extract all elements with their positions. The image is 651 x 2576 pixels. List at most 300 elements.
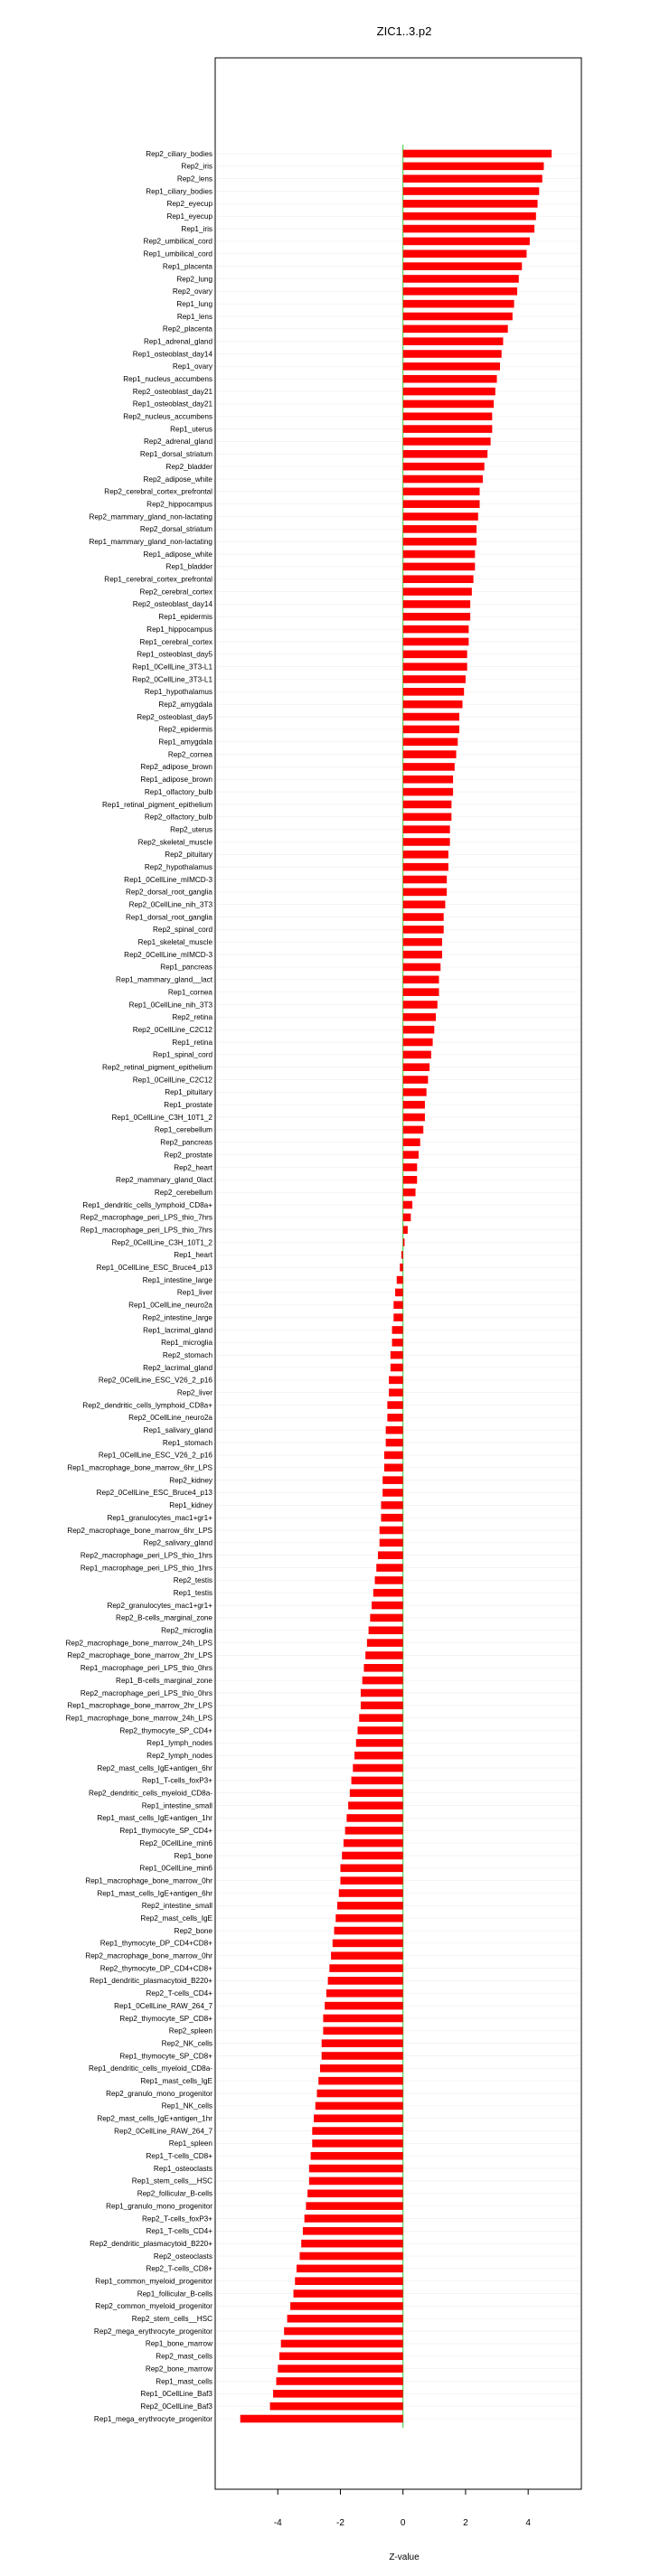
bar: [403, 613, 470, 621]
category-label: Rep2_macrophage_peri_LPS_thio_0hrs: [80, 1688, 212, 1697]
bar: [403, 600, 470, 608]
bar: [335, 1914, 402, 1923]
bar: [393, 1301, 402, 1309]
bar: [365, 1651, 403, 1659]
category-label: Rep2_mammary_gland_0lact: [116, 1176, 212, 1185]
category-label: Rep1_0CellLine_RAW_264_7: [114, 2001, 212, 2010]
category-label: Rep1_mast_cells_IgE: [140, 2076, 212, 2085]
category-label: Rep1_prostate: [164, 1101, 212, 1110]
bar: [403, 913, 444, 921]
bar: [329, 1964, 402, 1972]
category-label: Rep1_umbilical_cord: [143, 249, 212, 259]
bar: [382, 1476, 403, 1484]
category-label: Rep1_0CellLine_C3H_10T1_2: [111, 1113, 212, 1122]
category-label: Rep1_T-cells_foxP3+: [141, 1776, 212, 1785]
bar: [387, 1401, 402, 1409]
category-label: Rep2_liver: [176, 1388, 212, 1397]
bar: [403, 663, 467, 671]
category-label: Rep1_intestine_small: [141, 1801, 212, 1810]
bar: [369, 1626, 403, 1634]
bar: [309, 2177, 403, 2186]
category-label: Rep2_hypothalamus: [144, 862, 212, 871]
bar: [346, 1814, 402, 1822]
category-label: Rep2_adipose_brown: [140, 763, 212, 772]
category-label: Rep1_adrenal_gland: [143, 337, 212, 346]
category-label: Rep1_dendritic_plasmacytoid_B220+: [90, 1977, 212, 1986]
category-label: Rep1_cerebellum: [154, 1125, 212, 1134]
category-label: Rep1_T-cells_CD4+: [146, 2227, 212, 2236]
category-label: Rep2_ovary: [172, 287, 212, 296]
category-label: Rep1_mammary_gland__lact: [116, 975, 212, 984]
x-axis-label: Z-value: [389, 2552, 420, 2562]
bar: [311, 2152, 403, 2160]
category-label: Rep1_ovary: [172, 362, 212, 371]
category-label: Rep1_0CellLine_mIMCD-3: [124, 875, 212, 884]
bar: [389, 1377, 403, 1385]
bar: [403, 375, 497, 383]
category-label: Rep1_0CellLine_C2C12: [132, 1076, 212, 1085]
bar: [386, 1426, 403, 1434]
bar: [325, 2002, 403, 2010]
category-label: Rep1_0CellLine_Baf3: [140, 2390, 212, 2399]
category-label: Rep2_NK_cells: [161, 2039, 212, 2048]
bar: [403, 563, 476, 571]
bar: [307, 2189, 403, 2197]
category-label: Rep1_macrophage_bone_marrow_2hr_LPS: [67, 1701, 212, 1710]
bar: [277, 2377, 403, 2385]
category-label: Rep2_mast_cells_IgE+antigen_6hr: [97, 1763, 212, 1772]
bar: [403, 588, 472, 596]
bar: [403, 763, 455, 771]
bar: [322, 2039, 403, 2047]
bar: [340, 1865, 402, 1873]
category-label: Rep1_thymocyte_SP_CD8+: [119, 2052, 212, 2061]
bar: [339, 1889, 403, 1897]
category-label: Rep1_hypothalamus: [144, 688, 212, 697]
bar: [403, 688, 465, 696]
category-label: Rep1_osteoblast_day21: [132, 400, 212, 409]
category-label: Rep1_eyecup: [166, 212, 212, 221]
category-label: Rep2_umbilical_cord: [143, 237, 212, 246]
bar: [403, 450, 487, 458]
category-label: Rep2_0CellLine_ESC_Bruce4_p13: [96, 1489, 212, 1498]
category-label: Rep2_mega_erythrocyte_progenitor: [93, 2327, 212, 2336]
category-label: Rep2_dendritic_cells_lymphoid_CD8a+: [82, 1401, 212, 1410]
bar: [381, 1514, 402, 1522]
bar: [337, 1902, 403, 1910]
bar: [290, 2302, 403, 2310]
category-label: Rep2_lens: [176, 174, 212, 183]
bar: [320, 2064, 403, 2073]
category-label: Rep1_common_myeloid_progenitor: [95, 2277, 212, 2286]
bar: [352, 1777, 403, 1785]
bar: [340, 1876, 402, 1885]
bar: [403, 275, 519, 283]
category-label: Rep2_placenta: [162, 324, 212, 334]
category-label: Rep2_iris: [181, 162, 212, 171]
category-label: Rep1_cerebral_cortex_prefrontal: [104, 575, 212, 584]
bar: [389, 1388, 403, 1396]
category-label: Rep2_macrophage_bone_marrow_0hr: [85, 1951, 212, 1960]
category-label: Rep2_pancreas: [160, 1138, 212, 1147]
x-tick-label: 2: [463, 2518, 468, 2528]
category-label: Rep1_lung: [176, 299, 212, 308]
x-axis: [274, 2489, 532, 2528]
category-label: Rep1_iris: [181, 224, 212, 233]
bar: [403, 412, 493, 420]
bar: [345, 1827, 403, 1835]
category-label: Rep1_placenta: [162, 262, 212, 271]
category-label: Rep2_amygdala: [158, 700, 212, 709]
category-label: Rep1_epidermis: [158, 613, 212, 622]
bar: [403, 1063, 429, 1071]
bar: [403, 488, 480, 496]
bar: [403, 1151, 419, 1159]
bar: [297, 2265, 403, 2273]
category-label: Rep1_salivary_gland: [143, 1426, 212, 1435]
bar: [403, 1076, 429, 1084]
category-label: Rep2_cerebral_cortex_prefrontal: [104, 487, 212, 496]
category-label: Rep1_pancreas: [160, 963, 212, 972]
bar: [403, 926, 444, 934]
bar: [403, 538, 476, 546]
category-label: Rep2_lacrimal_gland: [143, 1363, 212, 1372]
bar: [381, 1501, 402, 1509]
bar: [403, 788, 453, 796]
bar: [312, 2139, 402, 2148]
bar: [391, 1364, 403, 1372]
bar: [353, 1764, 402, 1772]
category-label: Rep1_T-cells_CD8+: [146, 2152, 212, 2161]
bar: [403, 174, 542, 183]
bar: [317, 2090, 403, 2098]
bar: [403, 1114, 425, 1122]
category-label: Rep1_amygdala: [158, 738, 212, 747]
bar: [384, 1463, 403, 1471]
bar: [403, 838, 450, 846]
category-label: Rep1_lacrimal_gland: [143, 1326, 212, 1335]
category-label: Rep1_adipose_brown: [140, 776, 212, 785]
category-label: Rep2_retina: [172, 1013, 212, 1022]
bar: [288, 2315, 403, 2323]
bar: [403, 463, 485, 471]
bar: [403, 975, 439, 983]
bar: [403, 238, 530, 246]
category-label: Rep2_0CellLine_mIMCD-3: [124, 950, 212, 959]
bar: [392, 1326, 403, 1334]
category-label: Rep2_uterus: [170, 825, 212, 834]
bar: [403, 651, 467, 659]
bar: [303, 2227, 403, 2235]
category-label: Rep1_adipose_white: [143, 550, 212, 559]
bar: [284, 2327, 403, 2336]
category-label: Rep1_0CellLine_ESC_Bruce4_p13: [96, 1264, 212, 1273]
bar: [350, 1789, 403, 1797]
category-label: Rep1_retina: [172, 1038, 212, 1047]
bar: [403, 150, 552, 158]
category-label: Rep1_dendritic_cells_myeloid_CD8a-: [89, 2064, 212, 2073]
bar: [403, 1163, 418, 1171]
bar: [403, 1238, 405, 1246]
category-label: Rep1_NK_cells: [161, 2101, 212, 2111]
category-label: Rep1_follicular_B-cells: [137, 2289, 212, 2299]
category-label: Rep2_bone: [174, 1926, 212, 1935]
category-label: Rep1_mast_cells_IgE+antigen_6hr: [97, 1889, 212, 1898]
bar: [326, 1989, 403, 1998]
category-label: Rep2_dendritic_plasmacytoid_B220+: [90, 2239, 212, 2248]
bar: [301, 2240, 403, 2248]
x-tick-label: -4: [273, 2518, 282, 2528]
bar: [387, 1414, 402, 1422]
bar: [241, 2415, 403, 2423]
bar: [403, 713, 459, 721]
bar: [403, 225, 534, 233]
bar: [403, 1201, 412, 1209]
bar: [403, 951, 442, 959]
category-label: Rep1_bladder: [165, 562, 212, 571]
category-label: Rep1_macrophage_peri_LPS_thio_7hrs: [80, 1226, 212, 1235]
category-label: Rep1_macrophage_bone_marrow_24h_LPS: [65, 1714, 212, 1723]
category-label: Rep2_mast_cells_IgE+antigen_1hr: [97, 2114, 212, 2123]
category-label: Rep2_0CellLine_neuro2a: [128, 1414, 212, 1423]
category-label: Rep2_macrophage_peri_LPS_thio_1hrs: [80, 1551, 212, 1560]
bar: [363, 1664, 402, 1672]
bar: [403, 512, 478, 521]
bar: [403, 1088, 427, 1096]
bar: [328, 1977, 403, 1985]
category-label: Rep1_cerebral_cortex: [139, 637, 212, 646]
bar: [354, 1752, 403, 1760]
category-label: Rep1_pituitary: [165, 1088, 212, 1097]
bar: [318, 2077, 402, 2085]
bar: [403, 1126, 424, 1134]
bar: [316, 2102, 403, 2111]
category-label: Rep1_mast_cells_IgE+antigen_1hr: [97, 1814, 212, 1823]
bar: [363, 1677, 403, 1685]
category-label: Rep2_dorsal_root_ganglia: [125, 888, 212, 897]
bar: [403, 738, 458, 746]
category-label: Rep1_mast_cells: [156, 2377, 212, 2386]
bar: [342, 1852, 403, 1860]
bar: [392, 1339, 403, 1347]
category-label: Rep1_intestine_large: [142, 1275, 212, 1284]
bar: [281, 2340, 403, 2348]
category-label: Rep1_macrophage_bone_marrow_0hr: [85, 1876, 212, 1885]
bar: [403, 938, 442, 946]
category-label: Rep2_macrophage_peri_LPS_thio_7hrs: [80, 1213, 212, 1222]
category-label: Rep2_granulo_mono_progenitor: [106, 2089, 212, 2098]
category-label: Rep2_cerebellum: [154, 1188, 212, 1197]
category-label: Rep2_mammary_gland_non-lactating: [89, 512, 212, 522]
category-label: Rep2_mast_cells: [156, 2352, 212, 2361]
x-tick-label: -2: [336, 2518, 344, 2528]
bar: [306, 2202, 402, 2210]
category-label: Rep1_macrophage_peri_LPS_thio_1hrs: [80, 1564, 212, 1573]
category-label: Rep1_olfactory_bulb: [144, 787, 212, 796]
category-label: Rep2_intestine_small: [141, 1902, 212, 1911]
bar: [323, 2027, 402, 2035]
category-label: Rep1_lens: [176, 312, 212, 321]
category-label: Rep2_0CellLine_C2C12: [132, 1025, 212, 1034]
bar: [403, 888, 447, 897]
category-label: Rep2_eyecup: [166, 200, 212, 209]
bar-layer: [241, 145, 552, 2428]
bar: [403, 575, 474, 583]
bar: [370, 1614, 402, 1622]
bar: [403, 675, 466, 683]
bar: [403, 475, 483, 484]
category-label: Rep1_uterus: [170, 425, 212, 434]
bar: [314, 2114, 403, 2122]
bar: [403, 1214, 411, 1222]
category-label: Rep2_testis: [173, 1576, 212, 1585]
category-label: Rep1_spleen: [168, 2139, 212, 2148]
category-label: Rep1_nucleus_accumbens: [123, 375, 212, 384]
category-label: Rep2_microglia: [161, 1626, 212, 1635]
category-label: Rep1_thymocyte_DP_CD4+CD8+: [99, 1939, 212, 1948]
category-label: Rep2_ciliary_bodies: [146, 149, 212, 158]
bar: [403, 500, 480, 508]
category-label: Rep1_macrophage_peri_LPS_thio_0hrs: [80, 1664, 212, 1673]
bar: [312, 2127, 402, 2135]
bar: [323, 2015, 402, 2023]
bar: [403, 212, 536, 221]
category-label: Rep2_B-cells_marginal_zone: [116, 1613, 212, 1622]
category-label: Rep1_kidney: [169, 1501, 212, 1510]
bar: [403, 437, 491, 446]
category-label: Rep2_pituitary: [165, 851, 212, 860]
category-label: Rep2_macrophage_bone_marrow_24h_LPS: [65, 1639, 212, 1648]
category-label: Rep2_spleen: [168, 2026, 212, 2035]
category-label: Rep1_mega_erythrocyte_progenitor: [93, 2414, 212, 2423]
bar: [403, 187, 540, 195]
category-label: Rep2_thymocyte_DP_CD4+CD8+: [99, 1964, 212, 1973]
bar: [403, 1051, 431, 1059]
bar: [279, 2352, 403, 2360]
category-label: Rep2_cerebral_cortex: [139, 588, 212, 597]
bar: [309, 2165, 403, 2173]
category-label: Rep1_macrophage_bone_marrow_6hr_LPS: [67, 1463, 212, 1472]
bar: [331, 1951, 403, 1960]
category-label: Rep1_liver: [176, 1288, 212, 1297]
category-label: Rep1_microglia: [161, 1339, 212, 1348]
category-label: Rep2_retinal_pigment_epithelium: [102, 1063, 212, 1072]
category-label: Rep2_kidney: [169, 1476, 212, 1485]
category-label: Rep1_hippocampus: [146, 625, 212, 634]
bar: [400, 1264, 402, 1272]
bar: [356, 1739, 403, 1747]
bar: [403, 900, 446, 908]
category-label: Rep2_thymocyte_SP_CD4+: [119, 1726, 212, 1735]
category-label: Rep1_stomach: [162, 1438, 212, 1447]
bar: [270, 2402, 403, 2411]
bar: [403, 1138, 420, 1146]
bar: [397, 1276, 403, 1284]
bar: [403, 1176, 418, 1184]
bar: [403, 1101, 425, 1109]
bar: [403, 1013, 436, 1021]
bar: [403, 988, 439, 996]
category-label: Rep1_B-cells_marginal_zone: [116, 1676, 212, 1685]
category-label: Rep2_0CellLine_3T3-L1: [132, 675, 212, 684]
category-label: Rep1_osteoblast_day14: [132, 350, 212, 359]
category-label: Rep2_osteoclasts: [153, 2252, 212, 2261]
bar: [403, 801, 452, 809]
bar: [278, 2364, 402, 2373]
x-tick-label: 4: [525, 2518, 531, 2528]
bar: [391, 1351, 403, 1359]
category-label: Rep1_granulocytes_mac1+gr1+: [107, 1513, 212, 1522]
bar: [322, 2052, 403, 2060]
category-label: Rep2_macrophage_bone_marrow_2hr_LPS: [67, 1651, 212, 1660]
bar: [361, 1689, 403, 1697]
bar: [403, 313, 513, 321]
category-label: Rep1_dorsal_root_ganglia: [125, 913, 212, 922]
plot-frame: [215, 58, 581, 2489]
bar: [403, 700, 463, 709]
bar: [403, 825, 450, 833]
category-label: Rep2_dorsal_striatum: [139, 525, 212, 534]
category-label: Rep2_mast_cells_IgE: [140, 1913, 212, 1923]
category-label: Rep2_salivary_gland: [143, 1538, 212, 1547]
category-label: Rep2_granulocytes_mac1+gr1+: [107, 1601, 212, 1610]
bar: [403, 1039, 433, 1047]
bar: [403, 362, 500, 371]
bar: [395, 1289, 403, 1297]
category-label: Rep2_T-cells_CD4+: [146, 1989, 212, 1998]
bar: [403, 1226, 408, 1234]
bar: [403, 1189, 416, 1197]
category-label: Rep1_bone: [174, 1851, 212, 1860]
bar: [333, 1940, 403, 1948]
category-label: Rep2_stem_cells__HSC: [131, 2315, 212, 2324]
category-label: Rep2_0CellLine_C3H_10T1_2: [111, 1238, 212, 1247]
category-label: Rep1_testis: [173, 1589, 212, 1598]
bar: [273, 2390, 403, 2398]
bar: [382, 1489, 403, 1497]
category-label: Rep1_0CellLine_nih_3T3: [128, 1001, 212, 1010]
category-label: Rep1_dendritic_cells_lymphoid_CD8a+: [82, 1200, 212, 1209]
bar: [367, 1639, 403, 1647]
category-label: Rep2_common_myeloid_progenitor: [95, 2302, 212, 2311]
category-label: Rep1_thymocyte_SP_CD4+: [119, 1827, 212, 1836]
category-label: Rep1_lymph_nodes: [146, 1739, 212, 1748]
category-label: Rep1_bone_marrow: [145, 2339, 212, 2348]
category-label: Rep1_0CellLine_3T3-L1: [132, 663, 212, 672]
bar: [359, 1714, 402, 1722]
category-label: Rep2_0CellLine_min6: [139, 1838, 212, 1847]
category-label: Rep2_0CellLine_nih_3T3: [128, 900, 212, 909]
category-label: Rep2_0CellLine_RAW_264_7: [114, 2127, 212, 2136]
category-label: Rep2_spinal_cord: [153, 926, 212, 935]
bar: [305, 2214, 403, 2223]
bar: [361, 1702, 403, 1710]
bar: [378, 1551, 403, 1559]
category-label: Rep2_heart: [174, 1163, 212, 1172]
category-label: Rep2_intestine_large: [142, 1313, 212, 1322]
bar: [403, 813, 452, 822]
category-label: Rep2_0CellLine_Baf3: [140, 2402, 212, 2411]
bar: [294, 2289, 403, 2298]
category-label: Rep2_macrophage_bone_marrow_6hr_LPS: [67, 1526, 212, 1535]
category-label: Rep2_prostate: [164, 1151, 212, 1160]
category-label: Rep2_lymph_nodes: [146, 1751, 212, 1760]
bar: [403, 625, 469, 634]
bar: [403, 851, 448, 859]
category-label: Rep2_stomach: [162, 1350, 212, 1359]
category-label: Rep1_granulo_mono_progenitor: [106, 2202, 212, 2211]
category-label: Rep2_adipose_white: [143, 475, 212, 484]
